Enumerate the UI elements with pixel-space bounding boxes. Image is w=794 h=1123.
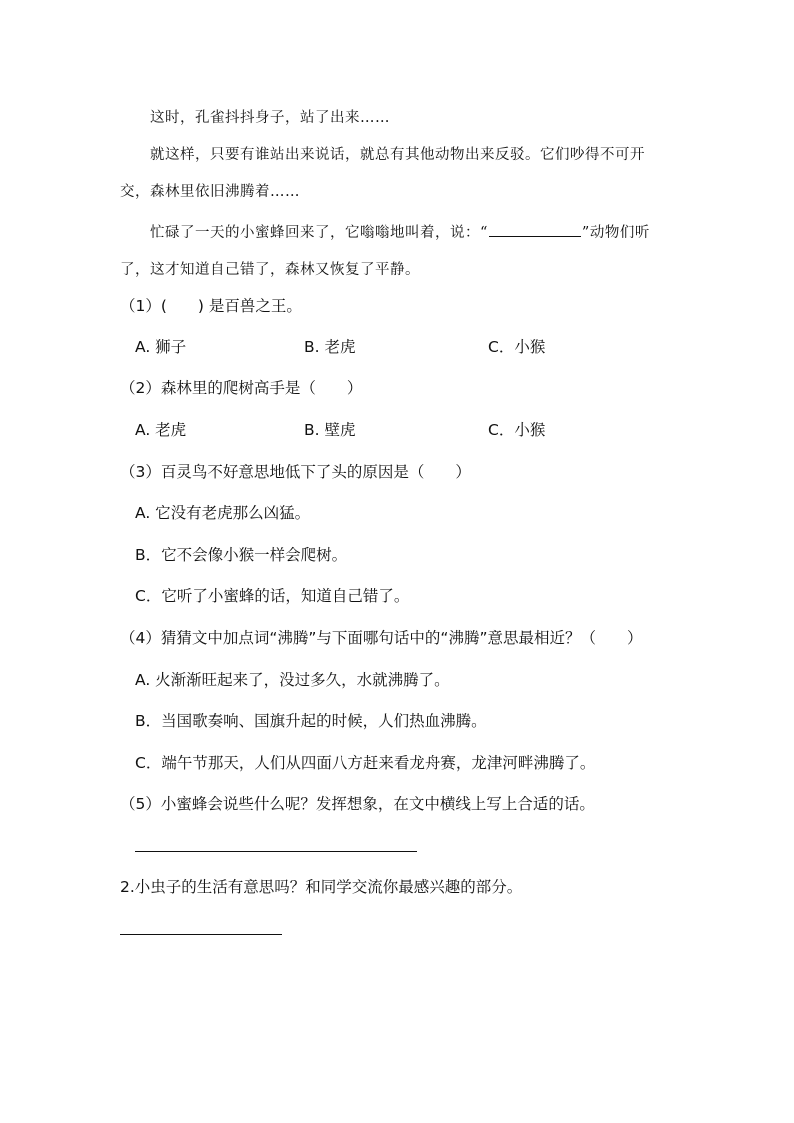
question-1-stem: （1）( ) 是百兽之王。 [120,297,302,315]
passage-line-4 [150,222,650,243]
passage-line-1: 这时，孔雀抖抖身子，站了出来…… [150,110,390,126]
question-2-stem: （2）森林里的爬树高手是（ ） [120,379,363,397]
question-3-option-a[interactable]: A. 它没有老虎那么凶猛。 [135,504,311,522]
passage-text-after-blank: ”动物们听 [581,225,650,241]
question-4-option-c[interactable]: C．端午节那天，人们从四面八方赶来看龙舟赛，龙津河畔沸腾了。 [135,754,596,772]
bee-speech-blank[interactable] [489,222,581,237]
question-5-answer-line[interactable] [135,851,417,852]
question-2-option-c[interactable]: C．小猴 [488,421,546,439]
passage-line-2: 就这样，只要有谁站出来说话，就总有其他动物出来反驳。它们吵得不可开 [150,147,645,163]
passage-text-before-blank: 忙碌了一天的小蜜蜂回来了，它嗡嗡地叫着，说：“ [150,225,488,241]
question-1-option-b[interactable]: B. 老虎 [304,338,356,356]
question-3-option-c[interactable]: C．它听了小蜜蜂的话，知道自己错了。 [135,587,410,605]
question-2-main-answer-line[interactable] [120,934,282,935]
question-4-option-b[interactable]: B．当国歌奏响、国旗升起的时候，人们热血沸腾。 [135,712,487,730]
question-4-stem: （4）猜猜文中加点词“沸腾”与下面哪句话中的“沸腾”意思最相近？（ ） [120,629,643,647]
question-1-option-a[interactable]: A. 狮子 [135,338,187,356]
passage-line-5: 了，这才知道自己错了，森林又恢复了平静。 [120,262,420,278]
question-2-option-b[interactable]: B. 壁虎 [304,421,356,439]
question-5-stem: （5）小蜜蜂会说些什么呢？发挥想象，在文中横线上写上合适的话。 [120,795,595,813]
question-1-option-c[interactable]: C．小猴 [488,338,546,356]
question-3-stem: （3）百灵鸟不好意思地低下了头的原因是（ ） [120,463,471,481]
question-2-option-a[interactable]: A. 老虎 [135,421,187,439]
passage-line-3: 交，森林里依旧沸腾着…… [120,184,300,200]
question-2-main-stem: 2.小虫子的生活有意思吗？和同学交流你最感兴趣的部分。 [120,878,523,896]
question-4-option-a[interactable]: A. 火渐渐旺起来了，没过多久，水就沸腾了。 [135,671,450,689]
question-3-option-b[interactable]: B．它不会像小猴一样会爬树。 [135,546,348,564]
